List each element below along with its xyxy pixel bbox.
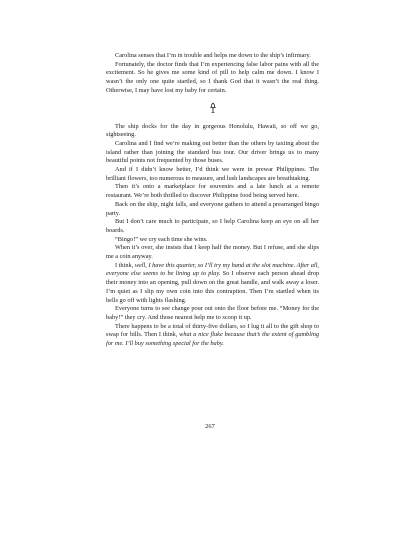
paragraph: Everyone turns to see change pour out onto the floor before me. “Money for the baby!” they cry. And those nearest help me to scoop it up.: [106, 305, 319, 321]
text-run: I think,: [115, 261, 135, 269]
paragraph: Back on the ship, night falls, and everyone gathers to attend a prearranged bingo party.: [106, 200, 319, 217]
italic-thought: what a nice fluke because that’s the extent of gambling for me. I’ll buy something special for the baby.: [106, 331, 320, 348]
paragraph: Fortunately, the doctor finds that I’m experiencing false labor pains with all the excitement. So he gives me some kind of pill to help calm me down. I know I wasn’t the only one quite startled, so I thank God that it wasn’t the real thing. Otherwise, I may have lost my baby for certain.: [106, 60, 319, 94]
paragraph: [106, 262, 319, 306]
page-number: 267: [205, 423, 215, 430]
text-run: There happens to be a total of thirty-five dollars, so I lug it all to the gift shop to swap for bills. Then I think,: [106, 322, 319, 339]
paragraph: Carolina senses that I’m in trouble and helps me down to the ship’s infirmary.: [115, 52, 311, 59]
italic-thought: well, I have this quarter, so I’ll try my hand at the slot machine. After all, everyone else seems to be lining up to play.: [106, 261, 320, 278]
paragraph: When it’s over, she insists that I keep half the money. But I refuse, and she slips me a coin anyway.: [106, 244, 319, 261]
paragraph: And if I didn’t know better, I’d think we were in prewar Philippines. The brilliant flowers, too numerous to measure, and lush landscapes are breathtaking.: [106, 166, 319, 182]
paragraph: But I don’t care much to participate, so I help Carolina keep an eye on all her boards.: [106, 218, 319, 234]
paragraph: Carolina and I find we’re making out better than the others by taxiing about the island rather than joining the standard bus tour. Our driver brings us to many beautiful points not frequented by those buses.: [106, 139, 319, 165]
paragraph: “Bingo!” we cry each time she wins.: [115, 235, 208, 243]
paragraph: [106, 323, 319, 349]
fleuron-ornament-icon: [208, 102, 218, 114]
book-page-text: [106, 52, 319, 349]
paragraph: Then it’s onto a marketplace for souvenirs and a late lunch at a remote restaurant. We’re both thrilled to discover Philippine food being served here.: [106, 183, 319, 200]
text-run: So I observe each person ahead drop their money into an opening, pull down on the great handle, and walk away a loser. I’m quiet as I slip my own coin into this contraption. Then I’m startled when its bells go off with lights flashing.: [106, 270, 319, 304]
section-break: [106, 102, 319, 114]
paragraph: The ship docks for the day in gorgeous Honolulu, Hawaii, so off we go, sightseeing.: [106, 122, 319, 139]
